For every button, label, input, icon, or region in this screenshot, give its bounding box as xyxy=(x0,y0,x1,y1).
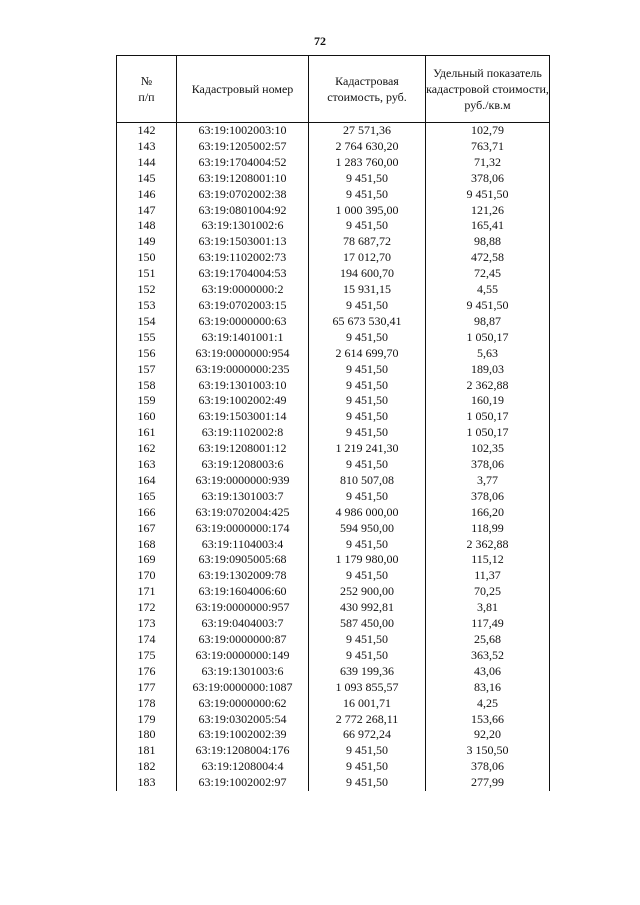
cell-cadastral-number: 63:19:1002002:49 xyxy=(177,393,309,409)
table-row xyxy=(117,632,550,648)
table-row xyxy=(117,457,550,473)
cell-cadastral-value: 9 451,50 xyxy=(309,187,426,203)
cell-cadastral-value: 2 764 630,20 xyxy=(309,139,426,155)
cell-specific-indicator: 9 451,50 xyxy=(426,298,550,314)
cell-specific-indicator: 102,79 xyxy=(426,123,550,139)
cell-row-number: 145 xyxy=(117,171,177,187)
cell-cadastral-number: 63:19:1302009:78 xyxy=(177,568,309,584)
cell-specific-indicator: 378,06 xyxy=(426,171,550,187)
cell-cadastral-number: 63:19:1301003:10 xyxy=(177,378,309,394)
cell-specific-indicator: 118,99 xyxy=(426,521,550,537)
cell-cadastral-number: 63:19:1208003:6 xyxy=(177,457,309,473)
cell-specific-indicator: 71,32 xyxy=(426,155,550,171)
cell-cadastral-number: 63:19:0801004:92 xyxy=(177,203,309,219)
cell-cadastral-number: 63:19:1002002:97 xyxy=(177,775,309,791)
cell-specific-indicator: 98,87 xyxy=(426,314,550,330)
cell-cadastral-value: 27 571,36 xyxy=(309,123,426,139)
header-specific-indicator: Удельный показатель кадастровой стоимости, руб./кв.м xyxy=(426,56,550,123)
cell-row-number: 142 xyxy=(117,123,177,139)
cell-specific-indicator: 378,06 xyxy=(426,457,550,473)
cell-specific-indicator: 363,52 xyxy=(426,648,550,664)
cell-cadastral-number: 63:19:0000000:939 xyxy=(177,473,309,489)
cell-row-number: 174 xyxy=(117,632,177,648)
cell-row-number: 170 xyxy=(117,568,177,584)
cell-specific-indicator: 160,19 xyxy=(426,393,550,409)
cell-row-number: 169 xyxy=(117,552,177,568)
cadastral-table xyxy=(116,55,550,791)
table-row xyxy=(117,298,550,314)
cell-cadastral-value: 17 012,70 xyxy=(309,250,426,266)
cell-cadastral-value: 9 451,50 xyxy=(309,743,426,759)
cell-cadastral-value: 9 451,50 xyxy=(309,537,426,553)
cell-row-number: 172 xyxy=(117,600,177,616)
cell-cadastral-number: 63:19:0000000:1087 xyxy=(177,680,309,696)
cell-cadastral-number: 63:19:0702003:15 xyxy=(177,298,309,314)
table-row xyxy=(117,775,550,791)
cell-cadastral-value: 9 451,50 xyxy=(309,393,426,409)
header-cadastral-value: Кадастровая стоимость, руб. xyxy=(309,56,426,123)
cell-row-number: 175 xyxy=(117,648,177,664)
cell-row-number: 167 xyxy=(117,521,177,537)
table-row xyxy=(117,648,550,664)
cell-specific-indicator: 102,35 xyxy=(426,441,550,457)
cell-cadastral-number: 63:19:1503001:13 xyxy=(177,234,309,250)
cell-row-number: 166 xyxy=(117,505,177,521)
cell-specific-indicator: 9 451,50 xyxy=(426,187,550,203)
cell-cadastral-value: 1 179 980,00 xyxy=(309,552,426,568)
table-row xyxy=(117,537,550,553)
cell-cadastral-value: 9 451,50 xyxy=(309,171,426,187)
cell-cadastral-value: 9 451,50 xyxy=(309,775,426,791)
cell-specific-indicator: 472,58 xyxy=(426,250,550,266)
cell-row-number: 179 xyxy=(117,712,177,728)
cell-specific-indicator: 189,03 xyxy=(426,362,550,378)
table-row xyxy=(117,155,550,171)
table-row xyxy=(117,187,550,203)
table-row xyxy=(117,314,550,330)
table-row xyxy=(117,378,550,394)
cell-specific-indicator: 378,06 xyxy=(426,489,550,505)
cell-cadastral-value: 2 614 699,70 xyxy=(309,346,426,362)
cell-specific-indicator: 277,99 xyxy=(426,775,550,791)
cell-cadastral-value: 9 451,50 xyxy=(309,425,426,441)
cell-specific-indicator: 1 050,17 xyxy=(426,409,550,425)
cell-cadastral-value: 9 451,50 xyxy=(309,632,426,648)
table-row xyxy=(117,362,550,378)
cell-row-number: 154 xyxy=(117,314,177,330)
cell-row-number: 161 xyxy=(117,425,177,441)
cell-specific-indicator: 11,37 xyxy=(426,568,550,584)
table-row xyxy=(117,425,550,441)
table-body xyxy=(117,123,550,792)
cell-cadastral-number: 63:19:1604006:60 xyxy=(177,584,309,600)
table-row xyxy=(117,218,550,234)
cell-cadastral-value: 9 451,50 xyxy=(309,568,426,584)
cell-specific-indicator: 92,20 xyxy=(426,727,550,743)
cell-row-number: 160 xyxy=(117,409,177,425)
cell-cadastral-number: 63:19:0000000:149 xyxy=(177,648,309,664)
cell-specific-indicator: 763,71 xyxy=(426,139,550,155)
cell-cadastral-number: 63:19:1102002:8 xyxy=(177,425,309,441)
cell-cadastral-value: 252 900,00 xyxy=(309,584,426,600)
cell-row-number: 158 xyxy=(117,378,177,394)
cell-row-number: 163 xyxy=(117,457,177,473)
cell-cadastral-value: 2 772 268,11 xyxy=(309,712,426,728)
cell-row-number: 147 xyxy=(117,203,177,219)
cell-row-number: 181 xyxy=(117,743,177,759)
cell-row-number: 171 xyxy=(117,584,177,600)
cell-row-number: 180 xyxy=(117,727,177,743)
table-row xyxy=(117,282,550,298)
cell-row-number: 156 xyxy=(117,346,177,362)
cell-cadastral-value: 16 001,71 xyxy=(309,696,426,712)
cell-specific-indicator: 165,41 xyxy=(426,218,550,234)
cell-specific-indicator: 2 362,88 xyxy=(426,378,550,394)
cell-row-number: 143 xyxy=(117,139,177,155)
cell-row-number: 155 xyxy=(117,330,177,346)
cell-specific-indicator: 43,06 xyxy=(426,664,550,680)
cell-specific-indicator: 4,25 xyxy=(426,696,550,712)
cell-cadastral-number: 63:19:1301002:6 xyxy=(177,218,309,234)
cell-cadastral-number: 63:19:0000000:954 xyxy=(177,346,309,362)
cell-row-number: 146 xyxy=(117,187,177,203)
table-row xyxy=(117,759,550,775)
cell-cadastral-value: 9 451,50 xyxy=(309,489,426,505)
cell-cadastral-number: 63:19:0000000:87 xyxy=(177,632,309,648)
table-row xyxy=(117,584,550,600)
cell-specific-indicator: 5,63 xyxy=(426,346,550,362)
cell-row-number: 151 xyxy=(117,266,177,282)
cell-specific-indicator: 117,49 xyxy=(426,616,550,632)
table-row xyxy=(117,250,550,266)
table-row xyxy=(117,712,550,728)
cell-cadastral-number: 63:19:1301003:6 xyxy=(177,664,309,680)
table-row xyxy=(117,552,550,568)
cell-cadastral-number: 63:19:1704004:53 xyxy=(177,266,309,282)
cell-specific-indicator: 2 362,88 xyxy=(426,537,550,553)
cell-cadastral-value: 9 451,50 xyxy=(309,648,426,664)
cell-row-number: 165 xyxy=(117,489,177,505)
table-row xyxy=(117,409,550,425)
cell-row-number: 178 xyxy=(117,696,177,712)
table-row xyxy=(117,234,550,250)
table-row xyxy=(117,727,550,743)
table-row xyxy=(117,743,550,759)
table-row xyxy=(117,266,550,282)
cell-specific-indicator: 378,06 xyxy=(426,759,550,775)
cell-row-number: 153 xyxy=(117,298,177,314)
cell-cadastral-value: 9 451,50 xyxy=(309,330,426,346)
table-row xyxy=(117,505,550,521)
table-row xyxy=(117,680,550,696)
cell-cadastral-number: 63:19:1205002:57 xyxy=(177,139,309,155)
cell-specific-indicator: 98,88 xyxy=(426,234,550,250)
cell-specific-indicator: 83,16 xyxy=(426,680,550,696)
cell-cadastral-number: 63:19:0905005:68 xyxy=(177,552,309,568)
cell-specific-indicator: 70,25 xyxy=(426,584,550,600)
cell-specific-indicator: 3,77 xyxy=(426,473,550,489)
header-cadastral-number: Кадастровый номер xyxy=(177,56,309,123)
cell-cadastral-value: 78 687,72 xyxy=(309,234,426,250)
cell-cadastral-number: 63:19:1208004:4 xyxy=(177,759,309,775)
cell-row-number: 159 xyxy=(117,393,177,409)
cell-cadastral-number: 63:19:1704004:52 xyxy=(177,155,309,171)
cell-cadastral-value: 9 451,50 xyxy=(309,409,426,425)
cell-specific-indicator: 1 050,17 xyxy=(426,425,550,441)
cell-row-number: 149 xyxy=(117,234,177,250)
table-row xyxy=(117,203,550,219)
cell-cadastral-value: 9 451,50 xyxy=(309,362,426,378)
cell-cadastral-value: 1 283 760,00 xyxy=(309,155,426,171)
cell-row-number: 173 xyxy=(117,616,177,632)
cell-cadastral-number: 63:19:0404003:7 xyxy=(177,616,309,632)
cell-row-number: 164 xyxy=(117,473,177,489)
cell-row-number: 144 xyxy=(117,155,177,171)
cell-row-number: 176 xyxy=(117,664,177,680)
table-row xyxy=(117,696,550,712)
cell-cadastral-number: 63:19:1208001:10 xyxy=(177,171,309,187)
cell-cadastral-value: 9 451,50 xyxy=(309,218,426,234)
table-row xyxy=(117,123,550,139)
cell-specific-indicator: 153,66 xyxy=(426,712,550,728)
table-row xyxy=(117,664,550,680)
header-row xyxy=(117,56,550,123)
cell-cadastral-number: 63:19:1208004:176 xyxy=(177,743,309,759)
cell-cadastral-value: 194 600,70 xyxy=(309,266,426,282)
table-row xyxy=(117,568,550,584)
cell-cadastral-value: 1 000 395,00 xyxy=(309,203,426,219)
cell-specific-indicator: 72,45 xyxy=(426,266,550,282)
cell-cadastral-value: 810 507,08 xyxy=(309,473,426,489)
cell-specific-indicator: 1 050,17 xyxy=(426,330,550,346)
header-row-number xyxy=(117,56,177,123)
cell-cadastral-number: 63:19:0000000:62 xyxy=(177,696,309,712)
cell-cadastral-number: 63:19:0000000:2 xyxy=(177,282,309,298)
cell-cadastral-value: 1 219 241,30 xyxy=(309,441,426,457)
cell-specific-indicator: 166,20 xyxy=(426,505,550,521)
cell-cadastral-value: 65 673 530,41 xyxy=(309,314,426,330)
cell-cadastral-number: 63:19:1301003:7 xyxy=(177,489,309,505)
cell-cadastral-value: 9 451,50 xyxy=(309,378,426,394)
cell-cadastral-number: 63:19:0000000:63 xyxy=(177,314,309,330)
cell-specific-indicator: 3 150,50 xyxy=(426,743,550,759)
table-row xyxy=(117,171,550,187)
cell-cadastral-value: 66 972,24 xyxy=(309,727,426,743)
cell-cadastral-number: 63:19:1102002:73 xyxy=(177,250,309,266)
cell-row-number: 148 xyxy=(117,218,177,234)
cell-cadastral-value: 594 950,00 xyxy=(309,521,426,537)
cell-row-number: 150 xyxy=(117,250,177,266)
cell-cadastral-number: 63:19:0000000:957 xyxy=(177,600,309,616)
cell-cadastral-number: 63:19:0000000:235 xyxy=(177,362,309,378)
cell-cadastral-number: 63:19:1104003:4 xyxy=(177,537,309,553)
cell-specific-indicator: 3,81 xyxy=(426,600,550,616)
cell-cadastral-value: 587 450,00 xyxy=(309,616,426,632)
cell-cadastral-number: 63:19:1002003:10 xyxy=(177,123,309,139)
cell-cadastral-value: 9 451,50 xyxy=(309,298,426,314)
cell-cadastral-value: 15 931,15 xyxy=(309,282,426,298)
table-row xyxy=(117,473,550,489)
cell-cadastral-number: 63:19:0000000:174 xyxy=(177,521,309,537)
header-number-abbr: п/п xyxy=(138,90,155,104)
cell-cadastral-number: 63:19:1503001:14 xyxy=(177,409,309,425)
cell-specific-indicator: 25,68 xyxy=(426,632,550,648)
cell-cadastral-value: 9 451,50 xyxy=(309,759,426,775)
table-row xyxy=(117,139,550,155)
cell-row-number: 152 xyxy=(117,282,177,298)
cell-row-number: 182 xyxy=(117,759,177,775)
cell-cadastral-value: 639 199,36 xyxy=(309,664,426,680)
header-number-sign: № xyxy=(140,74,153,88)
cell-cadastral-value: 4 986 000,00 xyxy=(309,505,426,521)
cell-cadastral-number: 63:19:0702002:38 xyxy=(177,187,309,203)
cell-cadastral-number: 63:19:0702004:425 xyxy=(177,505,309,521)
page-number: 72 xyxy=(314,34,326,48)
table-row xyxy=(117,521,550,537)
cell-specific-indicator: 4,55 xyxy=(426,282,550,298)
table-row xyxy=(117,600,550,616)
cell-cadastral-number: 63:19:1002002:39 xyxy=(177,727,309,743)
cell-row-number: 177 xyxy=(117,680,177,696)
table-row xyxy=(117,346,550,362)
table-row xyxy=(117,441,550,457)
cell-specific-indicator: 121,26 xyxy=(426,203,550,219)
cell-cadastral-number: 63:19:0302005:54 xyxy=(177,712,309,728)
cell-cadastral-value: 430 992,81 xyxy=(309,600,426,616)
table-row xyxy=(117,489,550,505)
table-row xyxy=(117,616,550,632)
cell-cadastral-value: 1 093 855,57 xyxy=(309,680,426,696)
cell-row-number: 162 xyxy=(117,441,177,457)
table-row xyxy=(117,330,550,346)
cell-specific-indicator: 115,12 xyxy=(426,552,550,568)
cell-cadastral-number: 63:19:1401001:1 xyxy=(177,330,309,346)
table-row xyxy=(117,393,550,409)
cell-row-number: 183 xyxy=(117,775,177,791)
table-header xyxy=(117,56,550,123)
cell-cadastral-value: 9 451,50 xyxy=(309,457,426,473)
cell-cadastral-number: 63:19:1208001:12 xyxy=(177,441,309,457)
cell-row-number: 157 xyxy=(117,362,177,378)
cell-row-number: 168 xyxy=(117,537,177,553)
